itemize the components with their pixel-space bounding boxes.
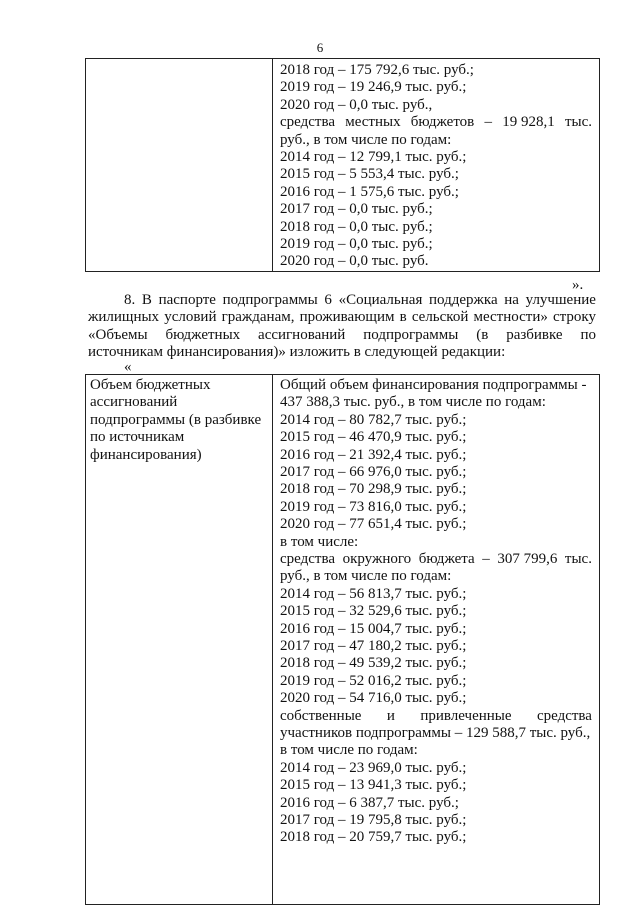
word: средства (280, 551, 336, 567)
word: (в (476, 327, 489, 343)
word: в (399, 309, 407, 325)
column-divider (272, 375, 273, 904)
table2-line: 2016 год – 21 392,4 тыс. руб.; (280, 446, 467, 463)
table2-line: в том числе: (280, 533, 359, 550)
table2-line: 2015 год – 13 941,3 тыс. руб.; (280, 777, 467, 794)
table2-line: 2020 год – 77 651,4 тыс. руб.; (280, 516, 467, 533)
table1-line: 2017 год – 0,0 тыс. руб.; (280, 201, 433, 218)
table2-left-line: ассигнований (90, 394, 178, 411)
table1-line: 2020 год – 0,0 тыс. руб. (280, 253, 429, 270)
paragraph-line-4: источникам финансирования)» изложить в следующей редакции: (88, 344, 506, 360)
table1-line: 2014 год – 12 799,1 тыс. руб.; (280, 149, 467, 165)
word: строку (553, 309, 596, 325)
table2-left-line: Объем бюджетных (90, 377, 211, 393)
table2-line (280, 551, 592, 568)
word: ассигнований (258, 327, 346, 343)
word: гражданам, (221, 309, 295, 325)
table1-line: 2019 год – 0,0 тыс. руб.; (280, 236, 433, 252)
word: окружного (342, 551, 412, 567)
table2-line: 2016 год – 6 387,7 тыс. руб.; (280, 794, 459, 811)
table1-line: 2018 год – 175 792,6 тыс. руб.; (280, 62, 474, 78)
paragraph-line-2 (88, 309, 596, 326)
table2-line: 2015 год – 32 529,6 тыс. руб.; (280, 603, 467, 620)
table2-line: 2017 год – 19 795,8 тыс. руб.; (280, 812, 467, 828)
word: жилищных (88, 309, 160, 325)
table2-line (280, 708, 592, 725)
word: местных (345, 114, 401, 131)
word: подпрограммы (222, 292, 318, 308)
table2-line: 2017 год – 66 976,0 тыс. руб.; (280, 464, 467, 480)
table2-line: 437 388,3 тыс. руб., в том числе по годам: (280, 394, 546, 411)
word: по (580, 327, 596, 343)
column-divider (272, 59, 273, 271)
word: бюджета (418, 551, 475, 567)
table1-line: 2019 год – 19 246,9 тыс. руб.; (280, 79, 467, 96)
word: бюджетных (165, 327, 241, 343)
word: «Объемы (88, 327, 148, 343)
table2-left-line: подпрограммы (в разбивке (90, 411, 262, 428)
table1-line: 2018 год – 0,0 тыс. руб.; (280, 218, 433, 235)
table1-line: руб., в том числе по годам: (280, 131, 452, 148)
word: и (386, 707, 395, 724)
word: 6 (324, 292, 332, 308)
word: тыс. (564, 551, 592, 567)
table2-line: 2014 год – 23 969,0 тыс. руб.; (280, 759, 467, 776)
table2-line: 2014 год – 56 813,7 тыс. руб.; (280, 585, 467, 602)
table2-line: в том числе по годам: (280, 742, 418, 759)
table1-line: 2015 год – 5 553,4 тыс. руб.; (280, 166, 459, 183)
table2-line: 2017 год – 47 180,2 тыс. руб.; (280, 638, 467, 654)
word: 8. (124, 292, 136, 308)
table2-line: руб., в том числе по годам: (280, 568, 452, 585)
word: средства (536, 707, 592, 724)
word: паспорте (158, 292, 216, 308)
word: собственные (280, 707, 362, 724)
word: поддержка (429, 292, 498, 308)
word: 307 799,6 (497, 551, 558, 567)
table2-line: участников подпрограммы – 129 588,7 тыс. руб., (280, 725, 591, 741)
word: на (504, 292, 519, 308)
table2-line: 2019 год – 52 016,2 тыс. руб.; (280, 672, 467, 689)
table1-line (280, 114, 592, 131)
table2-line: 2018 год – 70 298,9 тыс. руб.; (280, 481, 467, 498)
opening-quote: « (124, 359, 132, 375)
word: средства (280, 114, 336, 131)
table2-left-line: по источникам (90, 429, 185, 446)
table2-line: 2015 год – 46 470,9 тыс. руб.; (280, 429, 467, 446)
word: привлеченные (420, 707, 512, 724)
page-number: 6 (316, 40, 324, 55)
table1-line: 2020 год – 0,0 тыс. руб., (280, 96, 433, 113)
word: улучшение (525, 292, 596, 308)
word: – (482, 551, 490, 567)
table1-line: 2016 год – 1 575,6 тыс. руб.; (280, 183, 459, 200)
word: разбивке (506, 327, 563, 343)
word: условий (164, 309, 217, 325)
table2-left-line: финансирования) (90, 446, 202, 463)
table2-line: 2014 год – 80 782,7 тыс. руб.; (280, 411, 467, 428)
word: 19 928,1 (502, 114, 555, 131)
paragraph-line-3 (88, 327, 596, 344)
table2-left-cell (90, 377, 270, 464)
word: проживающим (299, 309, 395, 325)
word: «Социальная (338, 292, 423, 308)
word: В (141, 292, 152, 308)
word: сельской (411, 309, 469, 325)
table2-line: 2019 год – 73 816,0 тыс. руб.; (280, 498, 467, 515)
word: бюджетов (410, 114, 475, 131)
table2-line: 2020 год – 54 716,0 тыс. руб.; (280, 690, 467, 707)
table2-line: 2016 год – 15 004,7 тыс. руб.; (280, 620, 467, 637)
word: тыс. (564, 114, 592, 131)
word: подпрограммы (363, 327, 459, 343)
table2-line: 2018 год – 49 539,2 тыс. руб.; (280, 655, 467, 672)
word: местности» (473, 309, 548, 325)
table2-line: 2018 год – 20 759,7 тыс. руб.; (280, 829, 467, 846)
table2-line: Общий объем финансирования подпрограммы - (280, 377, 587, 393)
closing-quote: ». (572, 277, 584, 293)
word: – (484, 114, 492, 131)
paragraph-line-1 (124, 292, 596, 309)
